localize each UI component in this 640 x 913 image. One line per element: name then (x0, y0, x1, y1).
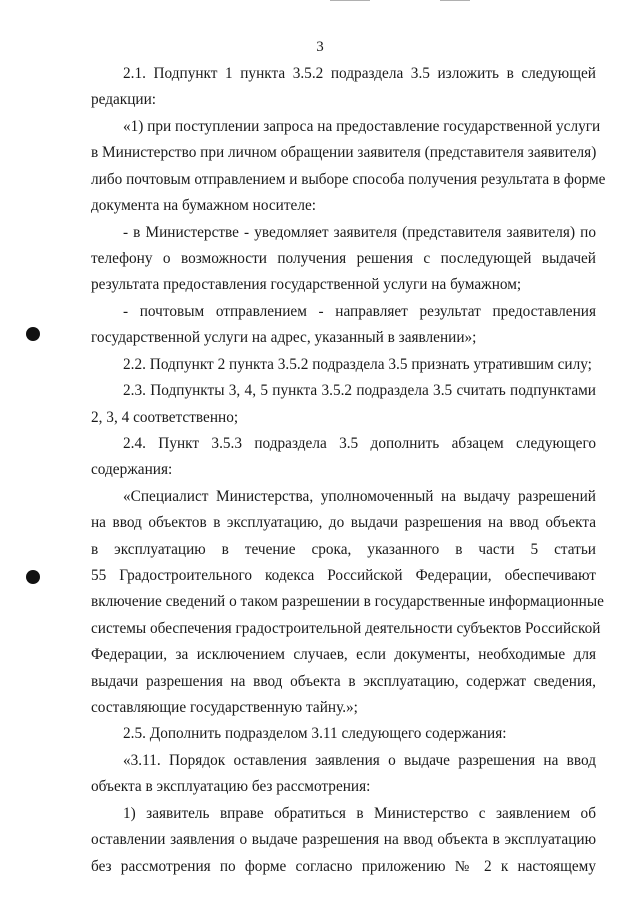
text-line: без рассмотрения по форме согласно приложению № 2 к настоящему (91, 858, 596, 875)
text-line: «Специалист Министерства, уполномоченный на выдачу разрешений (123, 488, 596, 505)
text-line: Федерации, за исключением случаев, если документы, необходимые для (91, 646, 596, 663)
text-line: выдачи разрешения на ввод объекта в эксплуатацию, содержат сведения, (91, 673, 596, 690)
text-line: «3.11. Порядок оставления заявления о выдаче разрешения на ввод (123, 752, 596, 769)
scan-edge-mark (440, 0, 470, 1)
scan-edge-mark (330, 0, 370, 1)
text-line: 2.5. Дополнить подразделом 3.11 следующего содержания: (123, 725, 507, 742)
text-line: системы обеспечения градостроительной деятельности субъектов Российской (91, 620, 601, 637)
text-line: в эксплуатацию в течение срока, указанного в части 5 статьи (91, 541, 596, 558)
text-line: редакции: (91, 91, 157, 108)
text-line: результата предоставления государственной услуги на бумажном; (91, 276, 522, 293)
text-line: содержания: (91, 461, 173, 478)
text-line: 2.4. Пункт 3.5.3 подраздела 3.5 дополнить абзацем следующего (123, 435, 596, 452)
text-line: - почтовым отправлением - направляет результат предоставления (123, 303, 596, 320)
text-line: «1) при поступлении запроса на предоставление государственной услуги (123, 118, 601, 135)
text-line: 2, 3, 4 соответственно; (91, 409, 239, 426)
text-line: на ввод объектов в эксплуатацию, до выдачи разрешения на ввод объекта (91, 514, 596, 531)
text-line: 2.1. Подпункт 1 пункта 3.5.2 подраздела 3.5 изложить в следующей (123, 65, 596, 82)
text-line: 55 Градостроительного кодекса Российской Федерации, обеспечивают (91, 567, 596, 584)
text-line: 1) заявитель вправе обратиться в Министерство с заявлением об (123, 805, 596, 822)
text-line: включение сведений о таком разрешении в государственные информационные (91, 593, 604, 610)
text-line: государственной услуги на адрес, указанный в заявлении»; (91, 329, 477, 346)
punch-hole (26, 327, 40, 341)
text-line: объекта в эксплуатацию без рассмотрения: (91, 778, 371, 795)
text-line: либо почтовым отправлением и выборе способа получения результата в форме (91, 171, 606, 188)
text-line: - в Министерстве - уведомляет заявителя (представителя заявителя) по (123, 224, 596, 241)
text-line: составляющие государственную тайну.»; (91, 699, 358, 716)
text-line: телефону о возможности получения решения с последующей выдачей (91, 250, 596, 267)
text-line: в Министерство при личном обращении заявителя (представителя заявителя) (91, 144, 597, 161)
page-number: 3 (316, 39, 324, 55)
text-line: оставлении заявления о выдаче разрешения на ввод объекта в эксплуатацию (91, 831, 596, 848)
text-line: 2.3. Подпункты 3, 4, 5 пункта 3.5.2 подраздела 3.5 считать подпунктами (123, 382, 596, 399)
text-line: 2.2. Подпункт 2 пункта 3.5.2 подраздела 3.5 признать утратившим силу; (123, 356, 592, 373)
text-line: документа на бумажном носителе: (91, 197, 317, 214)
punch-hole (26, 570, 40, 584)
